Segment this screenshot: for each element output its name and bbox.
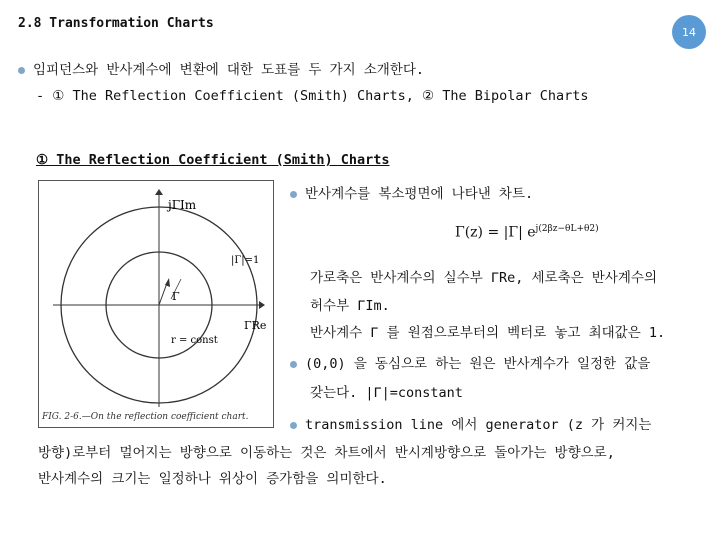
figure-caption: FIG. 2-6.—On the reflection coefficient chart. <box>42 412 249 422</box>
real-axis-label: ΓRe <box>244 319 267 332</box>
page-number-badge: 14 <box>672 15 706 49</box>
bullet-icon <box>290 361 297 368</box>
reflection-chart-diagram <box>39 181 273 427</box>
formula-exponent: j(2βz−θL+θ2) <box>535 224 599 234</box>
constant-gamma-text: 갖는다. |Γ|=constant <box>310 385 463 401</box>
unit-magnitude-label: |Γ|=1 <box>231 255 260 266</box>
formula-base: Γ(z) = |Γ| e <box>455 224 536 241</box>
bullet-concentric-circles <box>290 352 650 372</box>
chart-description-text: 반사계수를 복소평면에 나타낸 차트. <box>305 186 534 202</box>
bullet-icon <box>290 422 297 429</box>
intro-bullet <box>18 58 424 78</box>
intro-subline: - ① The Reflection Coefficient (Smith) Charts, ② The Bipolar Charts <box>36 88 589 104</box>
bullet-transmission-line <box>290 413 651 433</box>
concentric-text: (0,0) 을 동심으로 하는 원은 반사계수가 일정한 값을 <box>305 356 651 372</box>
gamma-label: Γ <box>172 290 180 303</box>
imag-axis-arrow-icon <box>155 189 163 195</box>
intro-text: 임피던스와 반사계수에 변환에 대한 도표를 두 가지 소개한다. <box>33 62 425 78</box>
reflection-formula <box>455 224 599 241</box>
bottom-explanation-line1: 방향)로부터 멀어지는 방향으로 이동하는 것은 차트에서 반시계방향으로 돌아가는 방향으로, <box>38 445 615 461</box>
bullet-icon <box>290 191 297 198</box>
real-axis-arrow-icon <box>259 301 265 309</box>
const-label: r = const <box>171 335 218 346</box>
imag-axis-label: jΓIm <box>168 198 197 212</box>
vector-explanation: 반사계수 Γ 를 원점으로부터의 벡터로 놓고 최대값은 1. <box>310 325 666 341</box>
bullet-icon <box>18 67 25 74</box>
slide-title: 2.8 Transformation Charts <box>18 16 214 31</box>
bullet-chart-description <box>290 182 533 202</box>
smith-chart-figure <box>38 180 274 428</box>
bottom-explanation-line2: 반사계수의 크기는 일정하나 위상이 증가함을 의미한다. <box>38 471 387 487</box>
axis-explanation-line1: 가로축은 반사계수의 실수부 ΓRe, 세로축은 반사계수의 <box>310 270 658 286</box>
gamma-vector <box>159 283 167 305</box>
axis-explanation-line2: 허수부 ΓIm. <box>310 298 390 314</box>
section-heading: ① The Reflection Coefficient (Smith) Charts <box>36 152 390 168</box>
transmission-text: transmission line 에서 generator (z 가 커지는 <box>305 417 652 433</box>
